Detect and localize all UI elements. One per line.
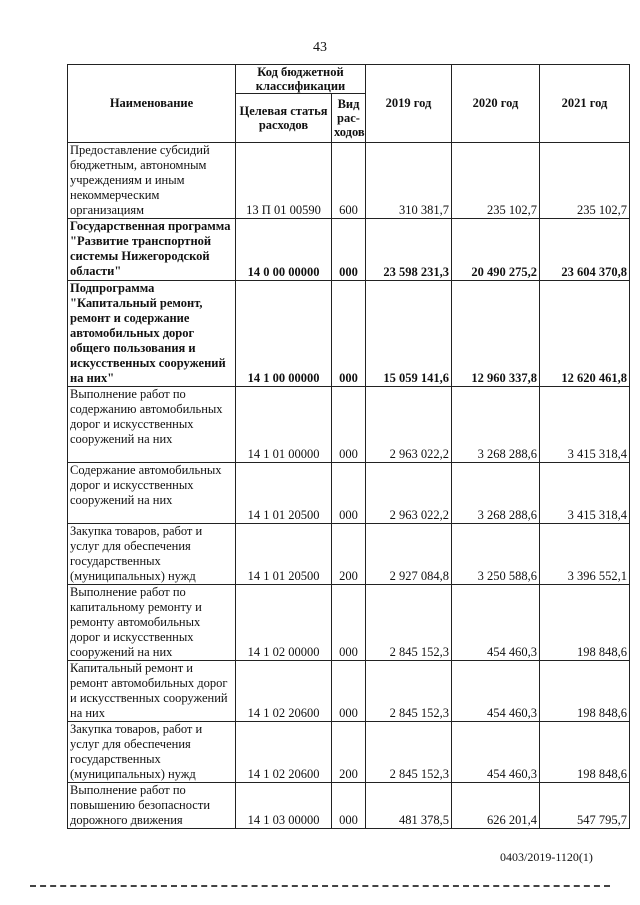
row-target-code: 14 1 02 00000: [236, 585, 332, 661]
table-row: [68, 219, 630, 281]
row-expense-type: 200: [332, 722, 366, 783]
row-name: Подпрограмма "Капитальный ремонт, ремонт и содержание автомобильных дорог общего пользования и искусственных сооружений на них": [68, 281, 236, 387]
row-value-2020: 454 460,3: [452, 661, 540, 722]
row-name: Закупка товаров, работ и услуг для обеспечения государственных (муниципальных) нужд: [68, 722, 236, 783]
row-value-2019: 2 845 152,3: [366, 722, 452, 783]
budget-table: [67, 64, 630, 829]
row-name: Капитальный ремонт и ремонт автомобильных дорог и искусственных сооружений на них: [68, 661, 236, 722]
row-target-code: 14 1 02 20600: [236, 661, 332, 722]
row-expense-type: 200: [332, 524, 366, 585]
row-value-2021: 3 415 318,4: [540, 387, 630, 463]
row-value-2020: 3 268 288,6: [452, 387, 540, 463]
row-value-2021: 23 604 370,8: [540, 219, 630, 281]
row-value-2019: 2 927 084,8: [366, 524, 452, 585]
row-expense-type: 000: [332, 783, 366, 829]
row-value-2019: 481 378,5: [366, 783, 452, 829]
row-expense-type: 000: [332, 281, 366, 387]
header-2020: 2020 год: [452, 65, 540, 143]
table-row: [68, 143, 630, 219]
row-value-2019: 2 963 022,2: [366, 387, 452, 463]
header-code-group: Код бюджетной классификации: [236, 65, 366, 94]
row-target-code: 14 1 03 00000: [236, 783, 332, 829]
row-target-code: 14 1 01 20500: [236, 463, 332, 524]
row-expense-type: 600: [332, 143, 366, 219]
row-value-2021: 3 396 552,1: [540, 524, 630, 585]
header-2019: 2019 год: [366, 65, 452, 143]
table-row: [68, 387, 630, 463]
row-value-2021: 3 415 318,4: [540, 463, 630, 524]
table-row: [68, 524, 630, 585]
row-name: Выполнение работ по содержанию автомобильных дорог и искусственных сооружений на них: [68, 387, 236, 463]
row-name: Выполнение работ по повышению безопасности дорожного движения: [68, 783, 236, 829]
row-value-2021: 547 795,7: [540, 783, 630, 829]
header-name: Наименование: [68, 65, 236, 143]
row-value-2020: 454 460,3: [452, 722, 540, 783]
row-expense-type: 000: [332, 387, 366, 463]
row-value-2021: 198 848,6: [540, 722, 630, 783]
row-name: Предоставление субсидий бюджетным, автономным учреждениям и иным некоммерческим организациям: [68, 143, 236, 219]
row-value-2020: 12 960 337,8: [452, 281, 540, 387]
row-name: Содержание автомобильных дорог и искусственных сооружений на них: [68, 463, 236, 524]
row-target-code: 13 П 01 00590: [236, 143, 332, 219]
table-body: [68, 143, 630, 829]
table-row: [68, 281, 630, 387]
table-row: [68, 783, 630, 829]
row-value-2019: 310 381,7: [366, 143, 452, 219]
row-name: Закупка товаров, работ и услуг для обеспечения государственных (муниципальных) нужд: [68, 524, 236, 585]
row-value-2020: 454 460,3: [452, 585, 540, 661]
row-value-2020: 3 268 288,6: [452, 463, 540, 524]
header-target-article: Целевая статья расходов: [236, 94, 332, 143]
row-expense-type: 000: [332, 585, 366, 661]
document-code: 0403/2019-1120(1): [500, 850, 593, 864]
row-target-code: 14 1 01 00000: [236, 387, 332, 463]
row-target-code: 14 0 00 00000: [236, 219, 332, 281]
table-row: [68, 463, 630, 524]
row-expense-type: 000: [332, 661, 366, 722]
row-target-code: 14 1 00 00000: [236, 281, 332, 387]
row-expense-type: 000: [332, 463, 366, 524]
row-value-2019: 2 963 022,2: [366, 463, 452, 524]
row-name: Государственная программа "Развитие транспортной системы Нижегородской области": [68, 219, 236, 281]
row-target-code: 14 1 02 20600: [236, 722, 332, 783]
row-value-2019: 15 059 141,6: [366, 281, 452, 387]
header-2021: 2021 год: [540, 65, 630, 143]
row-expense-type: 000: [332, 219, 366, 281]
row-value-2021: 198 848,6: [540, 585, 630, 661]
row-value-2021: 235 102,7: [540, 143, 630, 219]
table-row: [68, 722, 630, 783]
row-value-2020: 626 201,4: [452, 783, 540, 829]
scan-artifact-line: [30, 885, 610, 887]
row-value-2019: 2 845 152,3: [366, 661, 452, 722]
table-row: [68, 585, 630, 661]
row-value-2019: 2 845 152,3: [366, 585, 452, 661]
row-target-code: 14 1 01 20500: [236, 524, 332, 585]
row-value-2021: 198 848,6: [540, 661, 630, 722]
row-value-2019: 23 598 231,3: [366, 219, 452, 281]
row-name: Выполнение работ по капитальному ремонту и ремонту автомобильных дорог и искусственных сооружений на них: [68, 585, 236, 661]
row-value-2020: 235 102,7: [452, 143, 540, 219]
row-value-2020: 3 250 588,6: [452, 524, 540, 585]
table-row: [68, 661, 630, 722]
page-number: 43: [313, 40, 327, 55]
row-value-2021: 12 620 461,8: [540, 281, 630, 387]
header-expense-type: Вид рас-ходов: [332, 94, 366, 143]
row-value-2020: 20 490 275,2: [452, 219, 540, 281]
